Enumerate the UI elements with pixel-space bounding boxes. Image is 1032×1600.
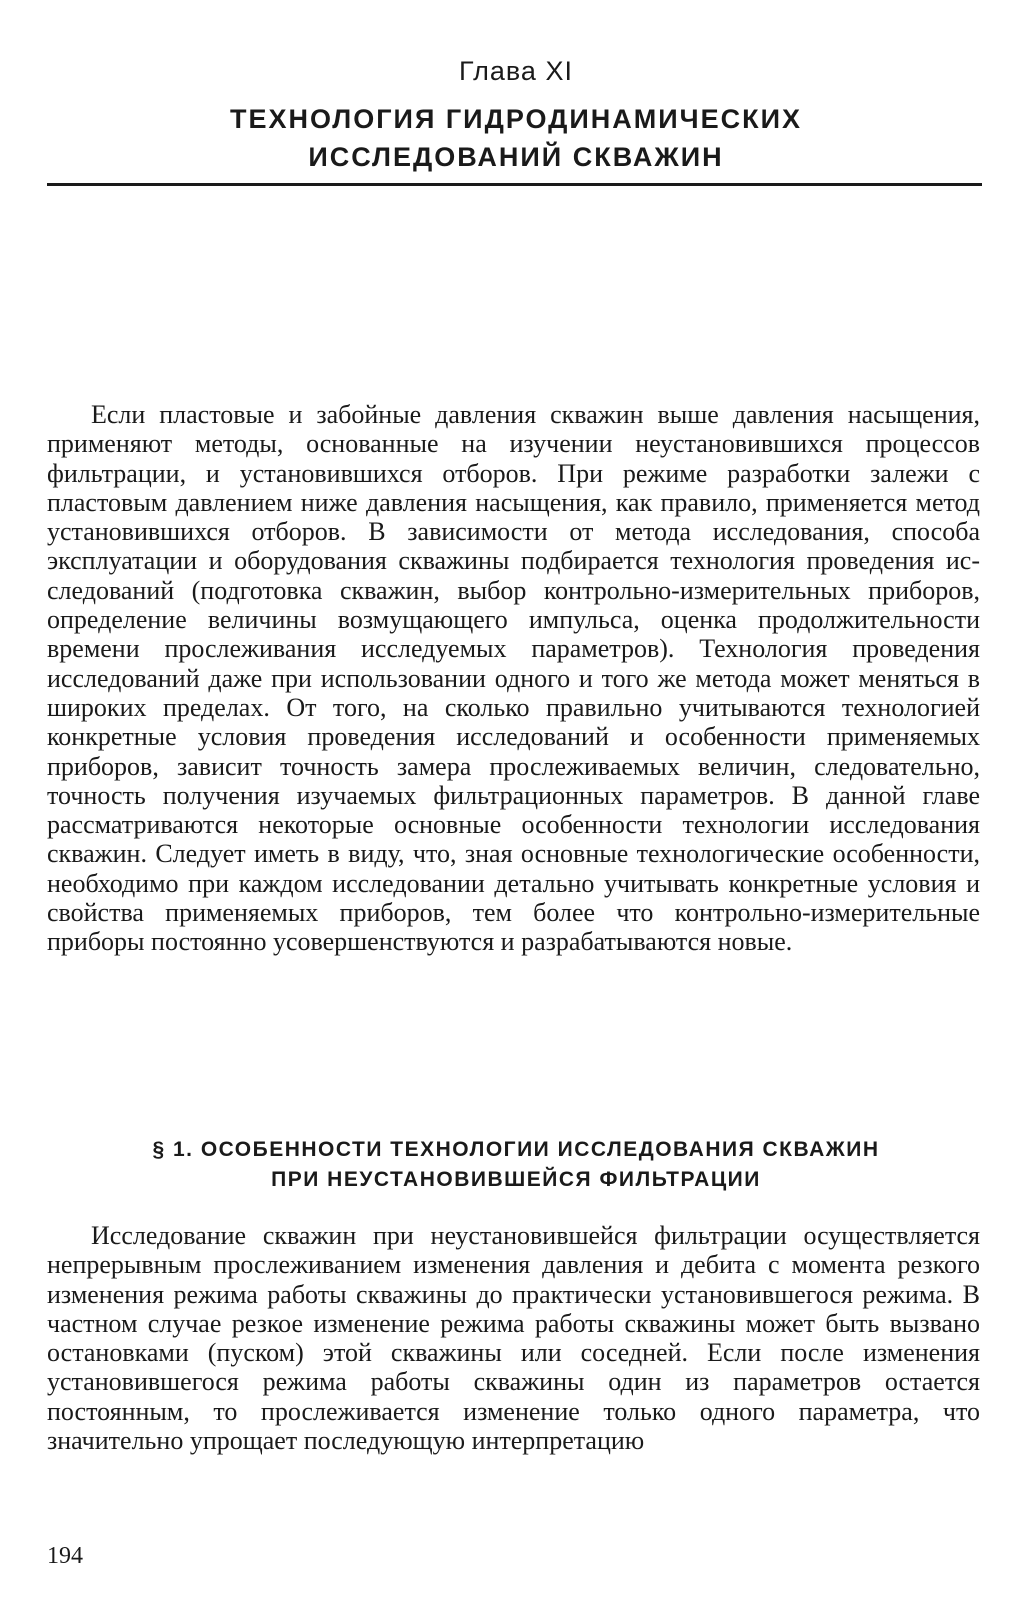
chapter-title bbox=[0, 100, 1032, 176]
chapter-title-line-1: ТЕХНОЛОГИЯ ГИДРОДИНАМИЧЕСКИХ bbox=[229, 104, 803, 134]
section-heading-line-1: § 1. ОСОБЕННОСТИ ТЕХНОЛОГИИ ИССЛЕДОВАНИЯ СКВАЖИН bbox=[152, 1138, 880, 1161]
chapter-label: Глава XI bbox=[459, 56, 573, 86]
intro-paragraph: Если пластовые и забойные давления скважин выше давления насыщения, применяют методы, основанные на изучении неустановившихся процессов фильтрации, и установившихся отборов. При режиме разработки залежи с пластовым давлением ниже давления насыщения, как правило, применяется метод установившихся отборов. В зависимости от метода исследования, способа эксплуатации и оборудования скважины подбирается технология проведения исследований (подготовка скважин, выбор контрольно-измерительных приборов, определение величины возмущающего импульса, оценка продолжительности времени прослеживания исследуемых параметров). Технология проведения исследований даже при использовании одного и того же метода может меняться в широких пределах. От того, на сколько правильно учитываются технологией конкретные условия проведения исследований и особенности применяемых приборов, зависит точность замера прослеживаемых величин, следовательно, точность получения изучаемых фильтрационных параметров. В данной главе рассматриваются некоторые основные особенности технологии исследования скважин. Следует иметь в виду, что, зная основные технологические особенности, необходимо при каждом исследовании детально учитывать конкретные условия и свойства применяемых приборов, тем более что контрольно-измерительные приборы постоянно усовершенствуются и разрабатываются новые. bbox=[47, 400, 980, 957]
chapter-divider bbox=[47, 183, 982, 186]
section-heading-line-2: ПРИ НЕУСТАНОВИВШЕЙСЯ ФИЛЬТРАЦИИ bbox=[271, 1168, 761, 1191]
section-paragraph: Исследование скважин при неустановившейся фильтрации осуществляется непрерывным прослеживанием изменения давления и дебита с момента резкого изменения режима работы скважины до практически установившегося режима. В частном случае резкое изменение режима работы скважины может быть вызвано остановками (пуском) этой скважины или соседней. Если после изменения установившегося режима работы скважины один из параметров остается постоянным, то прослеживается изменение только одного параметра, что значительно упрощает последующую интерпретацию bbox=[47, 1221, 980, 1456]
page-number: 194 bbox=[47, 1543, 83, 1569]
chapter-title-line-2: ИССЛЕДОВАНИЙ СКВАЖИН bbox=[308, 142, 724, 172]
section-heading bbox=[0, 1135, 1032, 1195]
